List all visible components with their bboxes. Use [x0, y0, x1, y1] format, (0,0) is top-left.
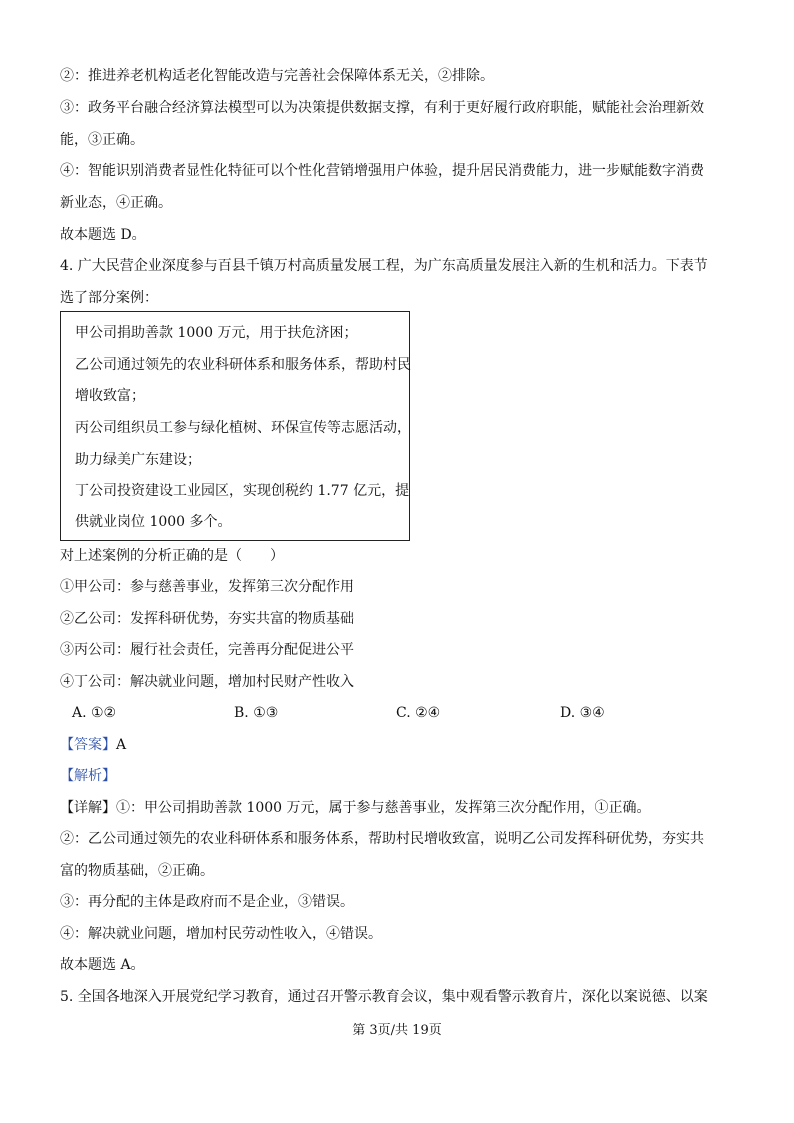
case-box-line: 甲公司捐助善款 1000 万元，用于扶危济困；	[75, 325, 358, 341]
q4-conclusion: 故本题选 A。	[60, 957, 145, 973]
detail-text-1: ①：甲公司捐助善款 1000 万元，属于参与慈善事业，发挥第三次分配作用，①正确。	[116, 800, 651, 816]
answer-value: A	[116, 737, 127, 753]
answer-line	[60, 735, 126, 755]
detail-line-4: ④：解决就业问题，增加村民劳动性收入，④错误。	[60, 926, 382, 942]
detail-line-1	[60, 798, 651, 818]
case-box-line: 助力绿美广东建设；	[75, 452, 201, 468]
case-box-line: 增收致富；	[75, 388, 145, 404]
case-box-line: 丁公司投资建设工业园区，实现创税约 1.77 亿元，提	[75, 483, 410, 499]
analysis-label: 【解析】	[60, 768, 116, 784]
q4-item-2: ②乙公司：发挥科研优势，夯实共富的物质基础	[60, 611, 354, 627]
prev-analysis-line-3a: ③：政务平台融合经济算法模型可以为决策提供数据支撑，有利于更好履行政府职能，赋能社会治理新效	[60, 100, 704, 116]
q4-item-1: ①甲公司：参与慈善事业，发挥第三次分配作用	[60, 579, 354, 595]
prev-conclusion: 故本题选 D。	[60, 227, 146, 243]
detail-line-2b: 富的物质基础，②正确。	[60, 863, 214, 879]
prev-analysis-line-4b: 新业态，④正确。	[60, 195, 172, 211]
option-a: A. ①②	[72, 705, 117, 721]
detail-line-3: ③：再分配的主体是政府而不是企业，③错误。	[60, 894, 354, 910]
q5-stem-a: 5. 全国各地深入开展党纪学习教育，通过召开警示教育会议，集中观看警示教育片，深化以案说德、以案	[60, 989, 708, 1005]
case-box	[60, 311, 410, 541]
prev-analysis-line-2: ②：推进养老机构适老化智能改造与完善社会保障体系无关，②排除。	[60, 68, 494, 84]
prev-analysis-line-4a: ④：智能识别消费者显性化特征可以个性化营销增强用户体验，提升居民消费能力，进一步赋能数字消费	[60, 163, 704, 179]
case-box-line: 供就业岗位 1000 多个。	[75, 514, 232, 530]
case-box-line: 丙公司组织员工参与绿化植树、环保宣传等志愿活动，	[75, 420, 411, 436]
q4-item-4: ④丁公司：解决就业问题，增加村民财产性收入	[60, 674, 354, 690]
page-footer: 第 3页/共 19页	[352, 1023, 442, 1038]
detail-label: 【详解】	[60, 800, 116, 816]
option-d: D. ③④	[560, 705, 605, 721]
q4-ask: 对上述案例的分析正确的是（ ）	[60, 548, 284, 564]
option-c: C. ②④	[396, 705, 441, 721]
prev-analysis-line-3b: 能，③正确。	[60, 132, 144, 148]
answer-label: 【答案】	[60, 737, 116, 753]
q4-stem-a: 4. 广大民营企业深度参与百县千镇万村高质量发展工程，为广东高质量发展注入新的生机和活力。下表节	[60, 258, 708, 274]
q4-stem-b: 选了部分案例：	[60, 290, 158, 306]
case-box-line: 乙公司通过领先的农业科研体系和服务体系，帮助村民	[75, 357, 411, 373]
detail-line-2a: ②：乙公司通过领先的农业科研体系和服务体系，帮助村民增收致富，说明乙公司发挥科研优势，夯实共	[60, 831, 704, 847]
option-b: B. ①③	[234, 705, 279, 721]
q4-item-3: ③丙公司：履行社会责任，完善再分配促进公平	[60, 642, 354, 658]
